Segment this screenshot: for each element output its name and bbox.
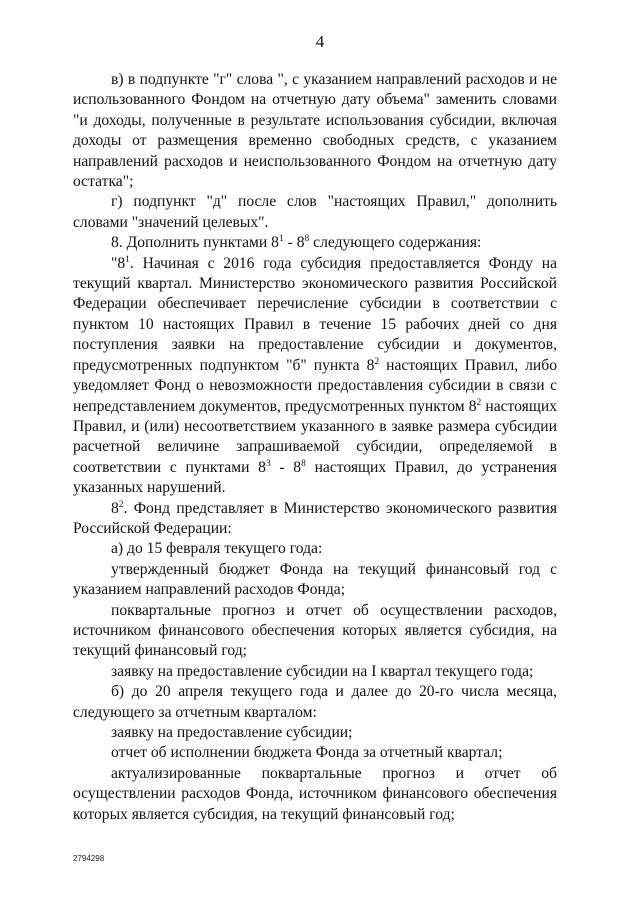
paragraph-budget-report: отчет об исполнении бюджета Фонда за отчетный квартал; bbox=[111, 744, 503, 762]
paragraph-subitem-a: а) до 15 февраля текущего года: bbox=[111, 540, 323, 558]
text-run: . Фонд представляет в Министерство экономического развития Российской Федерации: bbox=[73, 499, 557, 537]
document-code: 2794298 bbox=[73, 854, 105, 863]
paragraph-updated-forecast: актуализированные поквартальные прогноз и отчет об осуществлении расходов Фонда, источником финансового обеспечения которых является субсидия, на текущий финансовый год; bbox=[73, 764, 557, 823]
text-run: следующего содержания: bbox=[309, 234, 482, 252]
paragraph-budget: утвержденный бюджет Фонда на текущий финансовый год с указанием направлений расходов Фонда; bbox=[73, 560, 557, 599]
paragraph-subitem-b: б) до 20 апреля текущего года и далее до 20-го числа месяца, следующего за отчетным кварталом: bbox=[73, 683, 557, 721]
text-run: настоящих Правил, и (или) несоответствием указанного в заявке размера субсидии расчетной величине запрашиваемой субсидии, определяемой в соответствии с пунктами 8 bbox=[73, 397, 557, 476]
superscript: 8 bbox=[301, 458, 306, 469]
superscript: 2 bbox=[374, 356, 380, 367]
page-number: 4 bbox=[315, 32, 325, 51]
text-run: 8 bbox=[111, 499, 119, 517]
text-run: настоящих Правил, до устранения указанных нарушений. bbox=[73, 458, 557, 497]
superscript: 1 bbox=[125, 254, 130, 265]
text-run: настоящих Правил, либо уведомляет Фонд о невозможности предоставления субсидии в связи с непредставлением документов, предусмотренных пунктом 8 bbox=[73, 356, 557, 415]
paragraph-item-8 bbox=[73, 233, 557, 253]
paragraph-application-q1: заявку на предоставление субсидии на I квартал текущего года; bbox=[111, 662, 534, 680]
paragraph-amendment-v: в) в подпункте "г" слова ", с указанием направлений расходов и не использованного Фондом на отчетную дату объема" заменить словами "и доходы, полученные в результате использования субсидии, включая доходы от размещения временно свободных средств, с указанием направлений расходов и неиспользованного Фондом на отчетную дату остатка"; bbox=[73, 71, 557, 191]
text-run: . Начиная с 2016 года субсидия предоставляется Фонду на текущий квартал. Министерство экономического развития Российской Федерации обеспечивает перечисление субсидии в соответствии с пунктом 10 настоящих Правил в течение 15 рабочих дней со дня поступления заявки на предоставление субсидии и документов, предусмотренных подпунктом "б" пункта 8 bbox=[73, 254, 557, 374]
superscript: 3 bbox=[265, 458, 271, 469]
paragraph-forecast: поквартальные прогноз и отчет об осуществлении расходов, источником финансового обеспечения которых является субсидия, на текущий финансовый год; bbox=[73, 601, 557, 660]
text-run: - 8 bbox=[283, 234, 305, 252]
document-body bbox=[73, 70, 557, 825]
text-run: 8. Дополнить пунктами 8 bbox=[111, 234, 279, 252]
text-run: "8 bbox=[111, 254, 126, 272]
paragraph-item-8-2 bbox=[73, 499, 557, 540]
superscript: 8 bbox=[304, 234, 310, 245]
superscript: 2 bbox=[118, 499, 124, 510]
paragraph-amendment-g: г) подпункт "д" после слов "настоящих Правил," дополнить словами "значений целевых". bbox=[73, 193, 557, 231]
text-run: - 8 bbox=[270, 458, 302, 476]
paragraph-item-8-1 bbox=[73, 254, 557, 499]
superscript: 1 bbox=[278, 234, 284, 245]
superscript: 2 bbox=[476, 397, 482, 408]
paragraph-application: заявку на предоставление субсидии; bbox=[111, 724, 353, 741]
